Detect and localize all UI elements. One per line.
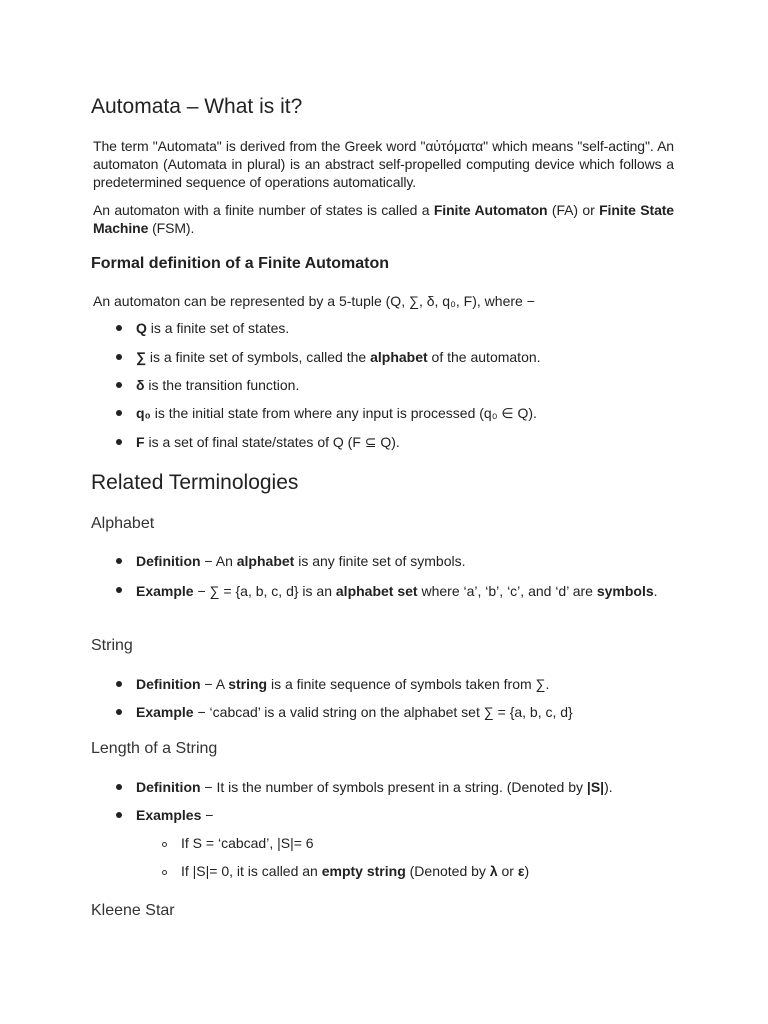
bullet-icon <box>116 681 122 687</box>
alphabet-heading: Alphabet <box>91 515 155 532</box>
string-example: Example − ‘cabcad’ is a valid string on the alphabet set ∑ = {a, b, c, d} <box>136 704 573 720</box>
formal-item-q: Q is a finite set of states. <box>136 320 290 336</box>
bullet-icon <box>116 587 122 593</box>
length-definition: Definition − It is the number of symbols present in a string. (Denoted by |S|). <box>136 779 613 795</box>
bullet-icon <box>116 439 122 445</box>
bullet-icon <box>116 812 122 818</box>
formal-item-sigma: ∑ is a finite set of symbols, called the alphabet of the automaton. <box>136 349 541 365</box>
bullet-icon <box>116 784 122 790</box>
circle-bullet-icon <box>162 870 167 875</box>
length-examples: Examples − <box>136 807 214 823</box>
intro-paragraph-1: The term "Automata" is derived from the Greek word "αὐτόματα" which means "self-acting". An automaton (Automata in plural) is an abstract self-propelled computing device which follows a predetermined sequence of operations automatically. <box>93 138 674 190</box>
bullet-icon <box>116 325 122 331</box>
bullet-icon <box>116 382 122 388</box>
circle-bullet-icon <box>162 842 167 847</box>
bullet-icon <box>116 410 122 416</box>
string-heading: String <box>91 637 133 654</box>
formal-item-delta: δ is the transition function. <box>136 377 300 393</box>
page-title: Automata – What is it? <box>91 95 303 118</box>
alphabet-definition: Definition − An alphabet is any finite set of symbols. <box>136 553 466 569</box>
formal-lead: An automaton can be represented by a 5-tuple (Q, ∑, δ, q₀, F), where − <box>93 293 535 309</box>
formal-item-f: F is a set of final state/states of Q (F ⊆ Q). <box>136 434 400 450</box>
length-heading: Length of a String <box>91 740 218 757</box>
bullet-icon <box>116 709 122 715</box>
string-definition: Definition − A string is a finite sequence of symbols taken from ∑. <box>136 676 550 692</box>
bullet-icon <box>116 558 122 564</box>
intro-paragraph-2: An automaton with a finite number of states is called a Finite Automaton (FA) or Finite State Machine (FSM). <box>93 202 674 236</box>
bullet-icon <box>116 354 122 360</box>
kleene-star-heading: Kleene Star <box>91 902 175 919</box>
length-example-2: If |S|= 0, it is called an empty string (Denoted by λ or ε) <box>181 863 530 879</box>
formal-item-q0: q₀ is the initial state from where any input is processed (q₀ ∈ Q). <box>136 405 537 421</box>
alphabet-example: Example − ∑ = {a, b, c, d} is an alphabet set where ‘a’, ‘b’, ‘c’, and ‘d’ are symbols. <box>136 583 658 599</box>
length-example-1: If S = ‘cabcad’, |S|= 6 <box>181 835 314 851</box>
related-terminologies-heading: Related Terminologies <box>91 471 299 494</box>
formal-definition-heading: Formal definition of a Finite Automaton <box>91 255 390 272</box>
